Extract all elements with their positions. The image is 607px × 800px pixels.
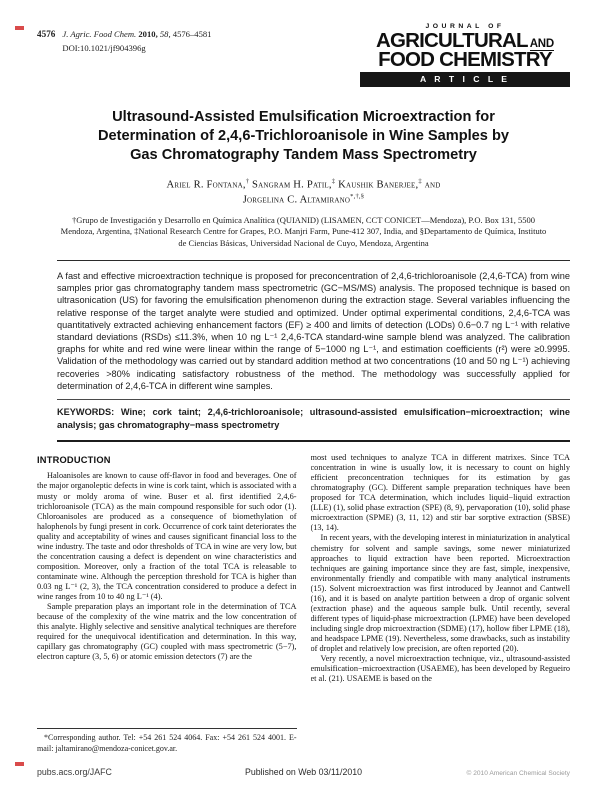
paper-title-line: Ultrasound-Assisted Emulsification Microextraction for (112, 109, 495, 126)
body-paragraph: Haloanisoles are known to cause off-flavor in food and beverages. One of the major organoleptic defects in wine is cork taint, which is associated with a musty or moldy aroma of wine. Buser et al. first identified 2,4,6-trichloroanisole (TCA) as the main compound responsible for such odor (1). Chloroanisoles are produced as a consequence of biomethylation of halophenols by fungi present in cork. Occurrence of cork taint deteriorates the quality and acceptability of wines and causes significant financial loss to the wine industry. The taste and odor thresholds of TCA in wine are very low, but the concentration causing a defect is dependent on wine characteristics and composition. Moreover, only a fraction of the total TCA is releasable to contaminate wine. Although the perception threshold for TCA is higher than 0.03 ng L⁻¹ (2, 3), the TCA concentration considered to produce a defect in wine ranges from 10 to 40 ng L⁻¹ (4). (37, 471, 297, 601)
red-margin-mark-top (15, 26, 24, 30)
keywords-text: Wine; cork taint; 2,4,6-trichloroanisole; ultrasound-assisted emulsification−microextraction; wine analysis; gas chromatography−mass spectrometry (57, 407, 571, 430)
author-name: Ariel R. Fontana, (166, 179, 246, 191)
page-footer (37, 767, 570, 777)
published-date: Published on Web 03/11/2010 (244, 767, 363, 777)
divider-above-abstract (57, 260, 570, 261)
authors-line-1 (37, 178, 570, 193)
body-paragraph: In recent years, with the developing interest in miniaturization in analytical chemistry for solvent and sample savings, some newer miniaturized approaches to liquid extraction have been reported. Microextraction techniques are gaining importance since they are fast, simple, inexpensive, environmentally friendly and compatible with many analytical instruments (15). Solvent microextraction was first introduced by Jeannot and Cantwell (16), and it is based on analyte partition between a drop of organic solvent (extraction phase) and the aqueous sample bulk. Until recently, several different types of liquid-phase microextraction (LPME) have been developed including single drop microextraction (SDME) (17), hollow fiber LPME (18), and headspace LPME (19). Nevertheless, some drawbacks, such as instability of droplet and relatively low precision, are often reported (20). (310, 533, 570, 653)
journal-citation (62, 28, 211, 42)
author-affiliation-mark: ‡ (418, 178, 422, 186)
logo-and: AND (529, 38, 555, 50)
divider-below-keywords (57, 440, 570, 442)
journal-logo (360, 23, 570, 87)
copyright-notice: © 2010 American Chemical Society (466, 770, 570, 777)
article-type-banner: A R T I C L E (360, 72, 570, 87)
paper-title (37, 108, 570, 165)
abstract-block (57, 260, 570, 442)
keywords-block (57, 406, 570, 431)
author-name: and (424, 179, 441, 191)
author-name: Sangram H. Patil, (252, 179, 332, 191)
citation-pages: 4576–4581 (172, 29, 212, 39)
author-name: Jorgelina C. Altamirano (242, 194, 351, 206)
right-column-paragraphs (311, 453, 571, 684)
page-number: 4576 (37, 29, 56, 39)
article-body (37, 453, 570, 754)
left-column (37, 453, 297, 754)
author-affiliation-mark: *,†,§ (350, 192, 365, 200)
left-column-paragraphs (37, 471, 297, 724)
body-paragraph: most used techniques to analyze TCA in different matrixes. Since TCA concentration in wine is usually low, it is necessary to count on highly efficient preconcentration techniques for its estimation by gas chromatography (GC). Different sample preparation techniques have been proposed for TCA determination, which includes liquid−liquid extraction (LLE) (1), solid phase extraction (SPE) (8, 9), pervaporation (10), solid phase microextraction (SPME) (3, 11, 12) and stir bar sorptive extraction (SBSE) (13, 14). (310, 453, 570, 533)
abstract-text: A fast and effective microextraction technique is proposed for preconcentration of 2,4,6-trichloroanisole (2,4,6-TCA) from wine samples prior gas chromatography tandem mass spectrometric (GC−MS/MS) analysis. The proposed technique is based on ultrasonication (US) for favoring the emulsification phenomenon during the extraction stage. Several variables influencing the relative response of the target analyte were studied and optimized. Under optimal experimental conditions, 2,4,6-TCA was quantitatively extracted achieving enhancement factors (EF) ≥ 400 and limits of detection (LODs) 0.6−0.7 ng L⁻¹ with relative standard deviations (RSDs) ≤11.3%, when 10 ng L⁻¹ 2,4,6-TCA standard-wine sample blend was analyzed. The calibration graphs for white and red wine were linear within the range of 5−1000 ng L⁻¹, and estimation coefficients (r²) were ≥0.9995. Validation of the methodology was carried out by standard addition method at two concentrations (10 and 50 ng L⁻¹) achieving recoveries >80% indicating satisfactory robustness of the method. The methodology was successfully applied for determination of 2,4,6-TCA in different wine samples. (57, 270, 570, 391)
divider-below-abstract (57, 399, 570, 400)
publisher-url: pubs.acs.org/JAFC (37, 767, 112, 777)
authors-line-2 (37, 193, 570, 208)
paper-title-line: Determination of 2,4,6-Trichloroanisole in Wine Samples by (97, 128, 510, 145)
section-heading-introduction: INTRODUCTION (37, 455, 111, 466)
body-paragraph: Very recently, a novel microextraction technique, viz., ultrasound-assisted emulsification−microextraction (USAEME), has been developed by Regueiro et al. (21). USAEME is based on the (310, 653, 570, 683)
page-header (37, 0, 570, 87)
citation-volume: 58, (159, 29, 171, 39)
author-affiliation-mark: † (245, 178, 250, 186)
authors-block (37, 178, 570, 208)
logo-line-2: FOOD CHEMISTRY (378, 48, 552, 72)
logo-agricultural: AGRICULTURAL (375, 29, 528, 52)
citation-block (37, 23, 211, 55)
keywords-label: KEYWORDS: (57, 407, 115, 418)
citation-journal: J. Agric. Food Chem. (62, 29, 137, 39)
paper-title-line: Gas Chromatography Tandem Mass Spectrometry (130, 147, 477, 164)
affiliations: †Grupo de Investigación y Desarrollo en Química Analítica (QUIANID) (LISAMEN, CCT CONICET—Mendoza), P.O. Box 131, 5500 Mendoza, Argentina, ‡National Research Centre for Grapes, P.O. Manjri Farm, Pune-412 307, India, and §Departamento de Química, Instituto de Ciencias Básicas, Universidad Nacional de Cuyo, Mendoza, Argentina (60, 214, 547, 249)
author-name: Kaushik Banerjee, (338, 179, 419, 191)
body-paragraph: Sample preparation plays an important role in the determination of TCA because of the complexity of the wine matrix and the low concentration of this analyte. Highly selective and sensitive analytical techniques are therefore required for the unequivocal identification and determination. In this way, capillary gas chromatography (GC) coupled with mass spectrometric (5−7), electron capture (3, 5, 6) or atomic emission detectors (7) are the (37, 601, 297, 662)
logo-journal-of: JOURNAL OF (425, 23, 505, 30)
right-column (311, 453, 571, 754)
doi-text: DOI:10.1021/jf904396g (62, 42, 146, 53)
citation-year: 2010, (138, 29, 158, 39)
author-affiliation-mark: ‡ (331, 178, 336, 186)
red-margin-mark-bottom (15, 762, 24, 766)
corresponding-author-footnote: *Corresponding author. Tel: +54 261 524 4064. Fax: +54 261 524 4001. E-mail: jaltamirano@mendoza-conicet.gov.ar. (37, 728, 297, 754)
